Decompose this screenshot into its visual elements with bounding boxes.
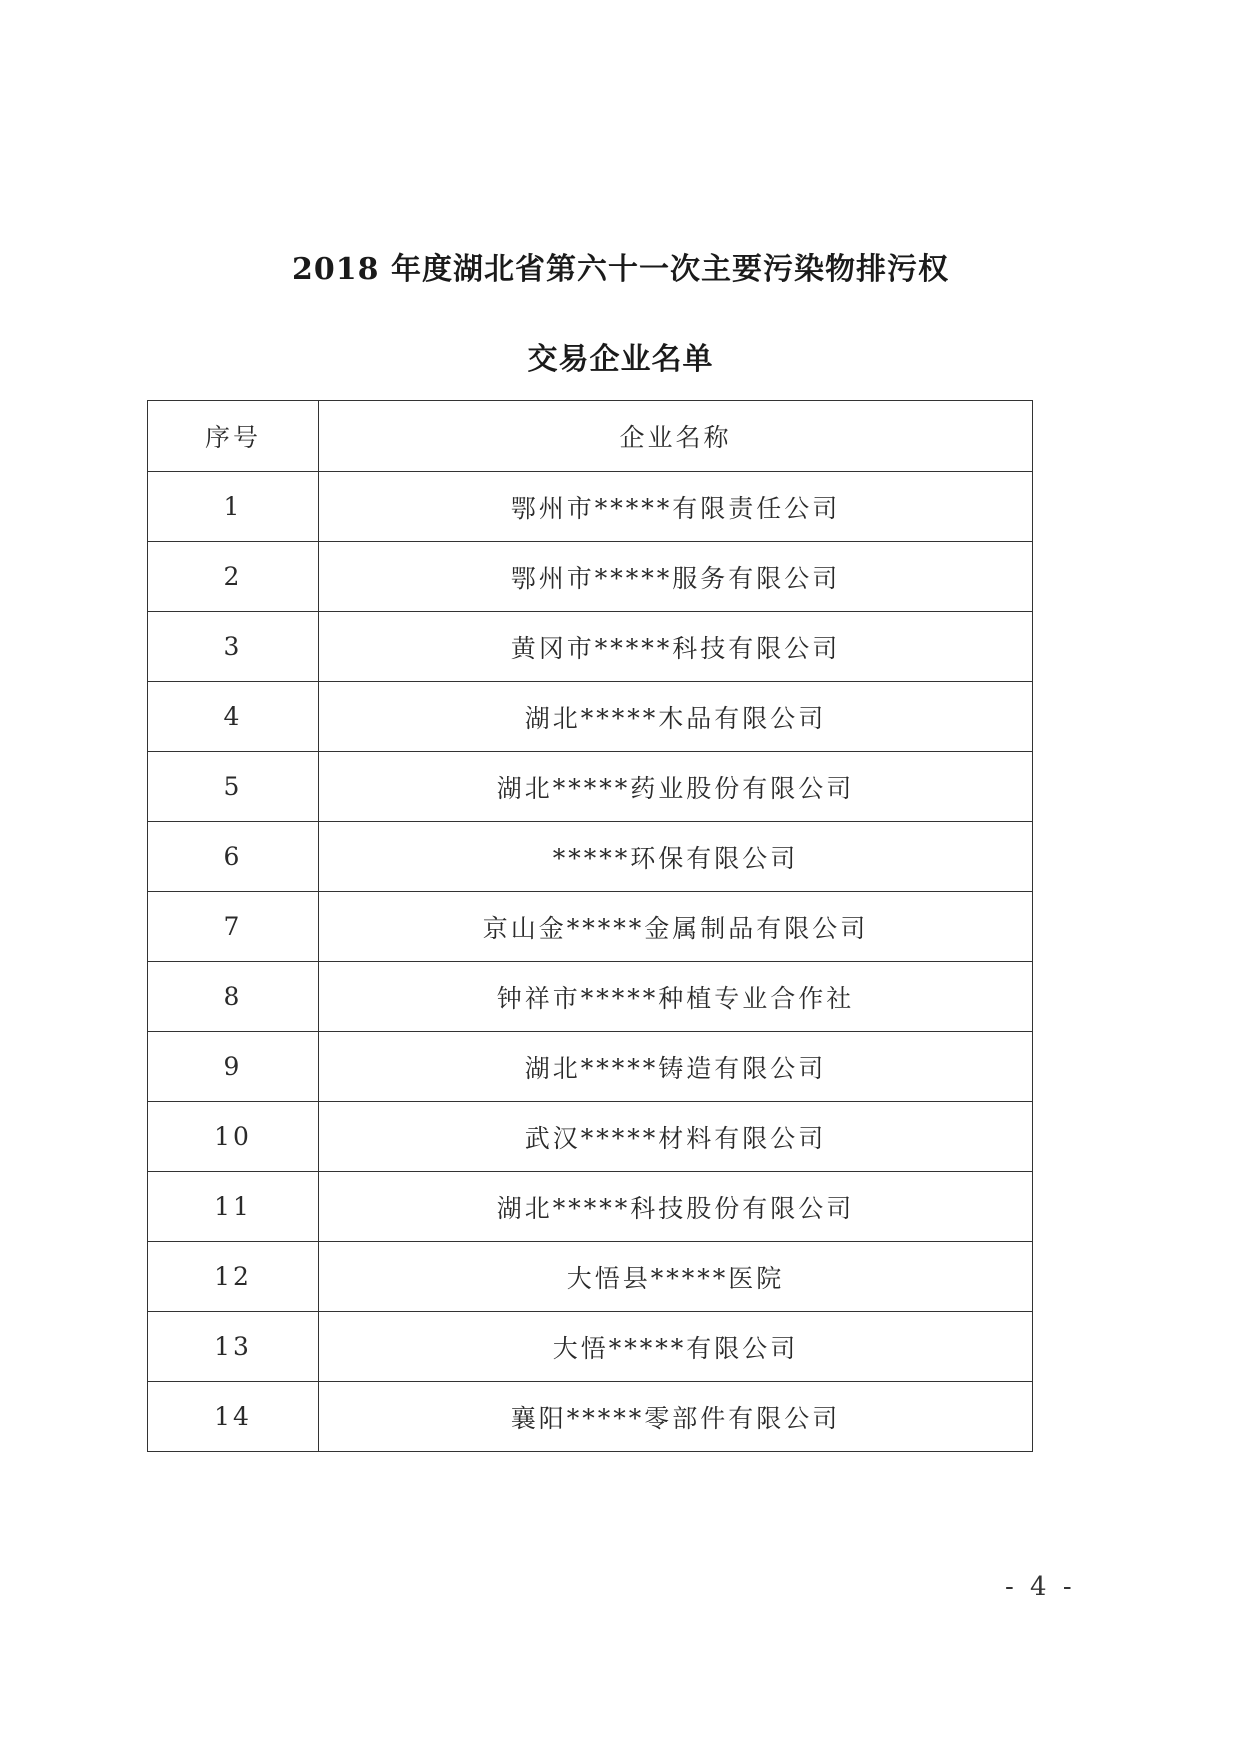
table-row — [148, 542, 1033, 612]
serial-cell: 1 — [148, 472, 319, 542]
serial-cell: 8 — [148, 962, 319, 1032]
serial-cell: 10 — [148, 1102, 319, 1172]
enterprise-name-cell: 湖北*****药业股份有限公司 — [319, 752, 1033, 822]
table-row — [148, 682, 1033, 752]
table-row — [148, 1172, 1033, 1242]
enterprise-name-cell: 湖北*****铸造有限公司 — [319, 1032, 1033, 1102]
table-row — [148, 472, 1033, 542]
serial-cell: 2 — [148, 542, 319, 612]
enterprise-table — [147, 400, 1033, 1452]
serial-cell: 14 — [148, 1382, 319, 1452]
enterprise-name-cell: *****环保有限公司 — [319, 822, 1033, 892]
table-row — [148, 962, 1033, 1032]
table-row — [148, 822, 1033, 892]
table-row — [148, 1242, 1033, 1312]
table-row — [148, 892, 1033, 962]
enterprise-name-cell: 鄂州市*****有限责任公司 — [319, 472, 1033, 542]
serial-cell: 13 — [148, 1312, 319, 1382]
serial-cell: 6 — [148, 822, 319, 892]
table-row — [148, 612, 1033, 682]
page-number: - 4 - — [1005, 1572, 1076, 1602]
serial-cell: 4 — [148, 682, 319, 752]
enterprise-name-cell: 湖北*****科技股份有限公司 — [319, 1172, 1033, 1242]
document-subtitle: 交易企业名单 — [527, 342, 714, 377]
enterprise-name-cell: 钟祥市*****种植专业合作社 — [319, 962, 1033, 1032]
enterprise-name-cell: 大悟县*****医院 — [319, 1242, 1033, 1312]
enterprise-name-cell: 黄冈市*****科技有限公司 — [319, 612, 1033, 682]
serial-cell: 5 — [148, 752, 319, 822]
enterprise-name-cell: 湖北*****木品有限公司 — [319, 682, 1033, 752]
serial-cell: 11 — [148, 1172, 319, 1242]
table-header-row — [148, 401, 1033, 472]
serial-cell: 9 — [148, 1032, 319, 1102]
column-header-enterprise-name: 企业名称 — [319, 401, 1033, 472]
serial-cell: 3 — [148, 612, 319, 682]
table-row — [148, 1032, 1033, 1102]
enterprise-name-cell: 大悟*****有限公司 — [319, 1312, 1033, 1382]
serial-cell: 7 — [148, 892, 319, 962]
enterprise-name-cell: 鄂州市*****服务有限公司 — [319, 542, 1033, 612]
serial-cell: 12 — [148, 1242, 319, 1312]
table-row — [148, 1382, 1033, 1452]
table-row — [148, 1312, 1033, 1382]
enterprise-name-cell: 武汉*****材料有限公司 — [319, 1102, 1033, 1172]
table-row — [148, 1102, 1033, 1172]
enterprise-name-cell: 襄阳*****零部件有限公司 — [319, 1382, 1033, 1452]
enterprise-name-cell: 京山金*****金属制品有限公司 — [319, 892, 1033, 962]
document-title: 2018 年度湖北省第六十一次主要污染物排污权 — [292, 252, 949, 287]
table-row — [148, 752, 1033, 822]
column-header-serial: 序号 — [148, 401, 319, 472]
